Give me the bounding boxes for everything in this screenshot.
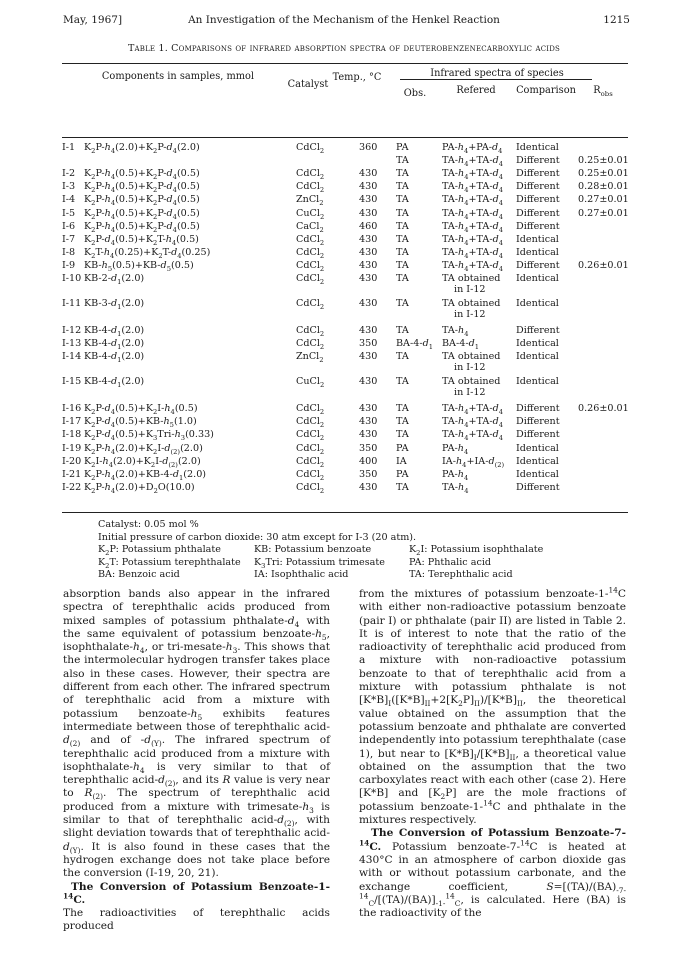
cell-catalyst: CdCl$_2$ xyxy=(296,429,325,443)
table-body xyxy=(62,143,628,509)
cell-catalyst: CuCl$_2$ xyxy=(296,207,325,221)
cell-comparison: Different xyxy=(516,325,560,336)
cell-r-obs: 0.26±0.01 xyxy=(578,259,629,271)
cell-components: $KB-4-d_1(2.0)$ xyxy=(84,351,145,365)
cell-temp: 430 xyxy=(359,246,378,258)
running-header-title: An Investigation of the Mechanism of the Henkel Reaction xyxy=(188,14,500,26)
table-row xyxy=(62,156,628,168)
table-row xyxy=(62,326,628,338)
cell-refered: $IA-h_4+IA-d_{(2)}$ xyxy=(442,455,505,469)
abbreviation-item: $K_2P$: Potassium phthalate xyxy=(98,544,221,558)
header-obs: Obs. xyxy=(403,88,427,99)
cell-id: I-1 xyxy=(62,142,76,153)
cell-temp: 430 xyxy=(359,298,378,309)
cell-catalyst: CdCl$_2$ xyxy=(296,468,325,482)
cell-refered: $TA-h_4$ xyxy=(442,481,469,495)
table-row xyxy=(62,351,628,374)
table-row xyxy=(62,169,628,181)
cell-temp: 430 xyxy=(359,416,378,428)
cell-components: $K_2P-h_4(2.0)+KB-4-d_1(2.0)$ xyxy=(84,468,207,482)
cell-components: $K_2P-h_4(0.5)+K_2P-d_4(0.5)$ xyxy=(84,194,200,208)
table-bottom-rule xyxy=(62,512,628,513)
table-row xyxy=(62,376,628,399)
table-row xyxy=(62,195,628,207)
cell-refered: $TA-h_4+TA-d_4$ xyxy=(442,194,504,208)
table-row xyxy=(62,457,628,469)
header-components: Components in samples, mmol xyxy=(101,71,255,82)
cell-obs: TA xyxy=(396,220,409,232)
cell-id: I-4 xyxy=(62,194,76,206)
abbreviation-row xyxy=(98,544,544,558)
cell-catalyst: CdCl$_2$ xyxy=(296,325,325,338)
cell-temp: 350 xyxy=(359,468,378,480)
cell-components: $K_2P-h_4(2.0)+D_2O(10.0)$ xyxy=(84,481,195,495)
table-row xyxy=(62,182,628,194)
cell-comparison: Different xyxy=(516,220,560,232)
table-row xyxy=(62,470,628,482)
cell-id: I-16 xyxy=(62,403,82,415)
cell-catalyst: CdCl$_2$ xyxy=(296,298,325,311)
cell-r-obs: 0.26±0.01 xyxy=(578,403,629,415)
cell-refered: $TA-h_4+TA-d_4$ xyxy=(442,259,504,273)
cell-refered: $TA-h_4+TA-d_4$ xyxy=(442,429,504,443)
paragraph xyxy=(359,827,626,920)
abbreviation-item: $K_3Tri$: Potassium trimesate xyxy=(254,556,385,570)
cell-comparison: Different xyxy=(516,207,560,219)
cell-catalyst: ZnCl$_2$ xyxy=(296,194,324,208)
paragraph: from the mixtures of potassium benzoate-1-$^{14}$C with either non-radioactive potassium benzoate (pair I) or phthalate (pair II) are listed in Table 2. It is of interest to note that the ratio of the radioactivity of terephthalic acid produced from a mixture with non-radioactive potassium benzoate to that of terephthalic acid from a mixture with potassium phthalate is not $[K*B]_I([K*B]_{II}+2[K_2P]_{II})/[K*B]_{II}$, the theoretical value obtained on the assumption that the potassium benzoate and phthalate are converted independently into potassium terephthalate (case 1), but near to $[K*B]_I/[K*B]_{II}$, a theoretical value obtained on the assumption that the two carboxylates react with each other (case 2). Here [K*B] and $[K_2P]$ are the mole fractions of potassium benzoate-1-$^{14}$C and phthalate in the mixtures respectively. xyxy=(359,585,626,827)
cell-components: $KB-h_5(0.5)+KB-d_5(0.5)$ xyxy=(84,259,194,273)
cell-obs: TA xyxy=(396,376,409,388)
cell-obs: TA xyxy=(396,207,409,219)
cell-obs: TA xyxy=(396,181,409,193)
abbreviation-item: TA: Terephthalic acid xyxy=(409,569,513,581)
table-row xyxy=(62,273,628,295)
table-row xyxy=(62,339,628,351)
header-refered: Refered xyxy=(456,85,496,96)
cell-id: I-9 xyxy=(62,259,76,271)
cell-id: I-10 xyxy=(62,273,82,284)
abbreviation-row xyxy=(98,569,513,582)
cell-comparison: Different xyxy=(516,416,560,428)
cell-catalyst: CdCl$_2$ xyxy=(296,416,325,430)
cell-refered: $TA-h_4+TA-d_4$ xyxy=(442,246,504,260)
cell-components: $K_2T-h_4(0.25)+K_2T-d_4(0.25)$ xyxy=(84,246,211,260)
cell-components: $K_2P-h_4(0.5)+K_2P-d_4(0.5)$ xyxy=(84,181,200,195)
cell-catalyst: CdCl$_2$ xyxy=(296,181,325,195)
header-temp: Temp., °C xyxy=(332,72,382,83)
cell-comparison: Different xyxy=(516,155,560,167)
cell-refered: $TA-h_4+TA-d_4$ xyxy=(442,155,504,168)
cell-refered-cont: in I-12 xyxy=(454,284,486,295)
cell-obs: TA xyxy=(396,481,409,493)
abbreviation-item: IA: Isophthalic acid xyxy=(254,569,349,581)
cell-components: $KB-2-d_1(2.0)$ xyxy=(84,273,145,286)
cell-r-obs: 0.27±0.01 xyxy=(578,207,629,219)
abbreviation-item: BA: Benzoic acid xyxy=(98,569,180,581)
table-row xyxy=(62,209,628,221)
cell-comparison: Identical xyxy=(516,298,559,309)
table-row xyxy=(62,444,628,456)
cell-comparison: Identical xyxy=(516,273,559,284)
cell-catalyst: CdCl$_2$ xyxy=(296,442,325,456)
cell-r-obs: 0.28±0.01 xyxy=(578,181,629,193)
cell-obs: PA xyxy=(396,442,409,454)
cell-catalyst: CdCl$_2$ xyxy=(296,455,325,469)
cell-comparison: Identical xyxy=(516,351,559,363)
cell-catalyst: CdCl$_2$ xyxy=(296,259,325,273)
cell-obs: TA xyxy=(396,273,409,284)
cell-obs: IA xyxy=(396,455,407,467)
cell-refered: TA obtained xyxy=(442,376,501,388)
cell-catalyst: CdCl$_2$ xyxy=(296,142,325,155)
cell-refered-cont: in I-12 xyxy=(454,309,486,320)
cell-r-obs: 0.27±0.01 xyxy=(578,194,629,206)
cell-refered-cont: in I-12 xyxy=(454,362,486,374)
cell-components: $K_2P-h_4(0.5)+K_2P-d_4(0.5)$ xyxy=(84,168,200,182)
header-r-obs: $R_{obs}$ xyxy=(593,85,613,98)
cell-obs: TA xyxy=(396,194,409,206)
cell-obs: TA xyxy=(396,233,409,245)
cell-comparison: Identical xyxy=(516,376,559,388)
cell-temp: 400 xyxy=(359,455,378,467)
cell-components: $KB-4-d_1(2.0)$ xyxy=(84,338,145,351)
cell-obs: $BA-4-d_1$ xyxy=(396,338,434,351)
cell-id: I-8 xyxy=(62,246,76,258)
cell-comparison: Identical xyxy=(516,468,559,480)
cell-catalyst: CuCl$_2$ xyxy=(296,376,325,390)
body-column-left xyxy=(63,588,330,934)
cell-id: I-18 xyxy=(62,429,82,441)
cell-temp: 430 xyxy=(359,273,378,284)
paragraph-text: Potassium benzoate-7-$^{14}$C is heated at 430°C in an atmosphere of carbon dioxide gas with or without potassium carbonate, and the exchange coefficient, $S=[(TA)/(BA)_{-7-}^{14}_C/[(TA)/(BA)]_{-1-}^{14}_C$, is calculated. Here (BA) is the radioactivity of the xyxy=(359,838,627,920)
cell-temp: 430 xyxy=(359,194,378,206)
cell-temp: 360 xyxy=(359,142,378,153)
table-caption-text: Comparisons of infrared absorption spectra of deuterobenzenecarboxylic acids xyxy=(171,43,561,54)
cell-catalyst: CdCl$_2$ xyxy=(296,246,325,260)
cell-components: $K_2P-d_4(0.5)+K_2I-h_4(0.5)$ xyxy=(84,403,198,417)
cell-refered: $TA-h_4+TA-d_4$ xyxy=(442,233,504,247)
cell-id: I-12 xyxy=(62,325,82,336)
cell-obs: TA xyxy=(396,246,409,258)
cell-catalyst: CdCl$_2$ xyxy=(296,168,325,182)
cell-temp: 430 xyxy=(359,403,378,415)
cell-obs: TA xyxy=(396,298,409,309)
section-heading: The Conversion of Potassium Benzoate-1-$^{14}$C. xyxy=(63,880,330,906)
cell-id: I-7 xyxy=(62,233,76,245)
cell-refered: $BA-4-d_1$ xyxy=(442,338,480,351)
cell-temp: 430 xyxy=(359,259,378,271)
cell-catalyst: CdCl$_2$ xyxy=(296,273,325,286)
cell-catalyst: CdCl$_2$ xyxy=(296,403,325,417)
cell-refered: $TA-h_4+TA-d_4$ xyxy=(442,168,504,182)
table-row xyxy=(62,248,628,260)
table-row xyxy=(62,298,628,320)
cell-obs: TA xyxy=(396,168,409,180)
cell-id: I-22 xyxy=(62,481,82,493)
cell-id: I-6 xyxy=(62,220,76,232)
table-row xyxy=(62,235,628,247)
cell-components: $K_2P-h_4(0.5)+K_2P-d_4(0.5)$ xyxy=(84,220,200,234)
cell-refered: $TA-h_4+TA-d_4$ xyxy=(442,207,504,221)
cell-refered: $PA-h_4$ xyxy=(442,442,469,456)
cell-components: $K_2P-h_4(0.5)+K_2P-d_4(0.5)$ xyxy=(84,207,200,221)
cell-comparison: Identical xyxy=(516,442,559,454)
note-pressure: Initial pressure of carbon dioxide: 30 atm except for I-3 (20 atm). xyxy=(98,531,417,543)
note-catalyst: Catalyst: 0.05 mol % xyxy=(98,519,199,530)
cell-components: $K_2P-d_4(0.5)+K_2T-h_4(0.5)$ xyxy=(84,233,199,247)
abbreviation-item: $K_2I$: Potassium isophthalate xyxy=(409,544,544,558)
cell-comparison: Different xyxy=(516,481,560,493)
cell-id: I-19 xyxy=(62,442,82,454)
cell-r-obs: 0.25±0.01 xyxy=(578,155,629,167)
header-catalyst: Catalyst xyxy=(287,79,329,90)
cell-catalyst: CdCl$_2$ xyxy=(296,338,325,351)
cell-temp: 430 xyxy=(359,325,378,336)
cell-components: $KB-4-d_1(2.0)$ xyxy=(84,376,145,390)
cell-id: I-3 xyxy=(62,181,76,193)
header-comparison: Comparison xyxy=(516,85,576,96)
table-row xyxy=(62,483,628,495)
cell-comparison: Identical xyxy=(516,142,559,153)
cell-refered: $TA-h_4+TA-d_4$ xyxy=(442,416,504,430)
table-row xyxy=(62,430,628,442)
cell-catalyst: CdCl$_2$ xyxy=(296,233,325,247)
cell-obs: PA xyxy=(396,468,409,480)
cell-temp: 430 xyxy=(359,376,378,388)
section-heading: The Conversion of Potassium Benzoate-7-$^{14}$C. xyxy=(359,827,626,853)
cell-comparison: Identical xyxy=(516,246,559,258)
cell-obs: TA xyxy=(396,259,409,271)
cell-refered: $TA-h_4$ xyxy=(442,325,469,338)
cell-components: $K_2P-d_4(0.5)+K_3Tri-h_3(0.33)$ xyxy=(84,429,214,443)
abbreviation-item: KB: Potassium benzoate xyxy=(254,544,372,556)
cell-comparison: Different xyxy=(516,259,560,271)
cell-id: I-20 xyxy=(62,455,82,467)
running-header-date: May, 1967] xyxy=(63,14,123,26)
body-column-right xyxy=(359,585,627,920)
paragraph: absorption bands also appear in the infrared spectra of terephthalic acids produced from mixed samples of potassium phthalate-$d_4$ with the same equivalent of potassium benzoate-$h_5$, isophthalate-$h_4$, or tri-$mesate-h_3$. This shows that the intermolecular hydrogen transfer takes place also in these cases. However, their spectra are different from each other. The infrared spectrum of terephthalic acid from a mixture with potassium benzoate-$h_5$ exhibits features intermediate between those of terephthalic acid-$d_{(2)}$ and of $-d_{(Y)}$. The infrared spectrum of terephthalic acid produced from a mixture with isophthalate-$h_4$ is very similar to that of terephthalic acid-$d_{(2)}$, and its R value is very near to $R_{(2)}$. The spectrum of terephthalic acid produced from a mixture with trimesate-$h_3$ is similar to that of terephthalic acid-$d_{(2)}$, with slight deviation towards that of terephthalic acid-$d_{(Y)}$. It is also found in these cases that the hydrogen exchange does not take place before the conversion (I-19, 20, 21). xyxy=(63,588,331,880)
cell-temp: 430 xyxy=(359,207,378,219)
cell-id: I-11 xyxy=(62,298,82,309)
cell-comparison: Different xyxy=(516,429,560,441)
cell-refered: TA obtained xyxy=(442,273,501,284)
header-ir-group: Infrared spectra of species xyxy=(430,68,564,79)
cell-obs: TA xyxy=(396,429,409,441)
cell-id: I-5 xyxy=(62,207,76,219)
cell-obs: TA xyxy=(396,155,409,167)
cell-comparison: Identical xyxy=(516,233,559,245)
cell-temp: 430 xyxy=(359,181,378,193)
table-label: Table 1. xyxy=(127,43,168,54)
abbreviation-item: $K_2T$: Potassium terephthalate xyxy=(98,556,241,570)
cell-temp: 350 xyxy=(359,442,378,454)
abbreviation-row xyxy=(98,556,492,570)
cell-id: I-2 xyxy=(62,168,76,180)
cell-obs: TA xyxy=(396,351,409,363)
cell-comparison: Different xyxy=(516,181,560,193)
table-notes xyxy=(98,519,544,582)
cell-refered: $TA-h_4+TA-d_4$ xyxy=(442,403,504,417)
table-row xyxy=(62,404,628,416)
cell-refered: $TA-h_4+TA-d_4$ xyxy=(442,220,504,234)
cell-temp: 430 xyxy=(359,168,378,180)
cell-components: $K_2P-d_4(0.5)+KB-h_5(1.0)$ xyxy=(84,416,197,430)
cell-comparison: Different xyxy=(516,403,560,415)
cell-refered-cont: in I-12 xyxy=(454,387,486,399)
cell-catalyst: CaCl$_2$ xyxy=(296,220,324,234)
cell-id: I-21 xyxy=(62,468,82,480)
table-row xyxy=(62,417,628,429)
cell-comparison: Different xyxy=(516,194,560,206)
cell-comparison: Identical xyxy=(516,338,559,350)
table-row xyxy=(62,261,628,273)
cell-refered: $PA-h_4$ xyxy=(442,468,469,482)
abbreviation-list xyxy=(98,544,544,582)
cell-obs: TA xyxy=(396,325,409,336)
cell-comparison: Identical xyxy=(516,455,559,467)
cell-comparison: Different xyxy=(516,168,560,180)
cell-temp: 430 xyxy=(359,233,378,245)
cell-refered: TA obtained xyxy=(442,298,501,309)
paragraph-heading xyxy=(63,881,330,908)
table-row xyxy=(62,143,628,155)
abbreviation-item: PA: Phthalic acid xyxy=(409,556,492,568)
page-number: 1215 xyxy=(603,14,630,26)
cell-r-obs: 0.25±0.01 xyxy=(578,168,629,180)
cell-id: I-15 xyxy=(62,376,82,388)
cell-temp: 460 xyxy=(359,220,378,232)
cell-temp: 430 xyxy=(359,429,378,441)
cell-components: $KB-4-d_1(2.0)$ xyxy=(84,325,145,338)
table-caption xyxy=(0,43,688,54)
cell-components: $K_2I-h_4(2.0)+K_2I-d_{(2)}(2.0)$ xyxy=(84,455,201,469)
cell-refered: $PA-h_4+PA-d_4$ xyxy=(442,142,503,155)
cell-components: $K_2P-h_4(2.0)+K_2I-d_{(2)}(2.0)$ xyxy=(84,442,203,456)
cell-obs: TA xyxy=(396,403,409,415)
cell-components: $KB-3-d_1(2.0)$ xyxy=(84,298,145,311)
cell-id: I-17 xyxy=(62,416,82,428)
cell-temp: 430 xyxy=(359,481,378,493)
cell-refered: TA obtained xyxy=(442,351,501,363)
paragraph: The radioactivities of terephthalic acids produced xyxy=(63,907,330,933)
table-row xyxy=(62,222,628,234)
cell-id: I-13 xyxy=(62,338,82,350)
cell-catalyst: ZnCl$_2$ xyxy=(296,351,324,365)
cell-refered: $TA-h_4+TA-d_4$ xyxy=(442,181,504,195)
cell-obs: TA xyxy=(396,416,409,428)
cell-temp: 430 xyxy=(359,351,378,363)
cell-temp: 350 xyxy=(359,338,378,350)
cell-catalyst: CdCl$_2$ xyxy=(296,481,325,495)
table-header xyxy=(62,64,628,138)
cell-obs: PA xyxy=(396,142,409,153)
cell-components: $K_2P-h_4(2.0)+K_2P-d_4(2.0)$ xyxy=(84,142,200,155)
cell-id: I-14 xyxy=(62,351,82,363)
